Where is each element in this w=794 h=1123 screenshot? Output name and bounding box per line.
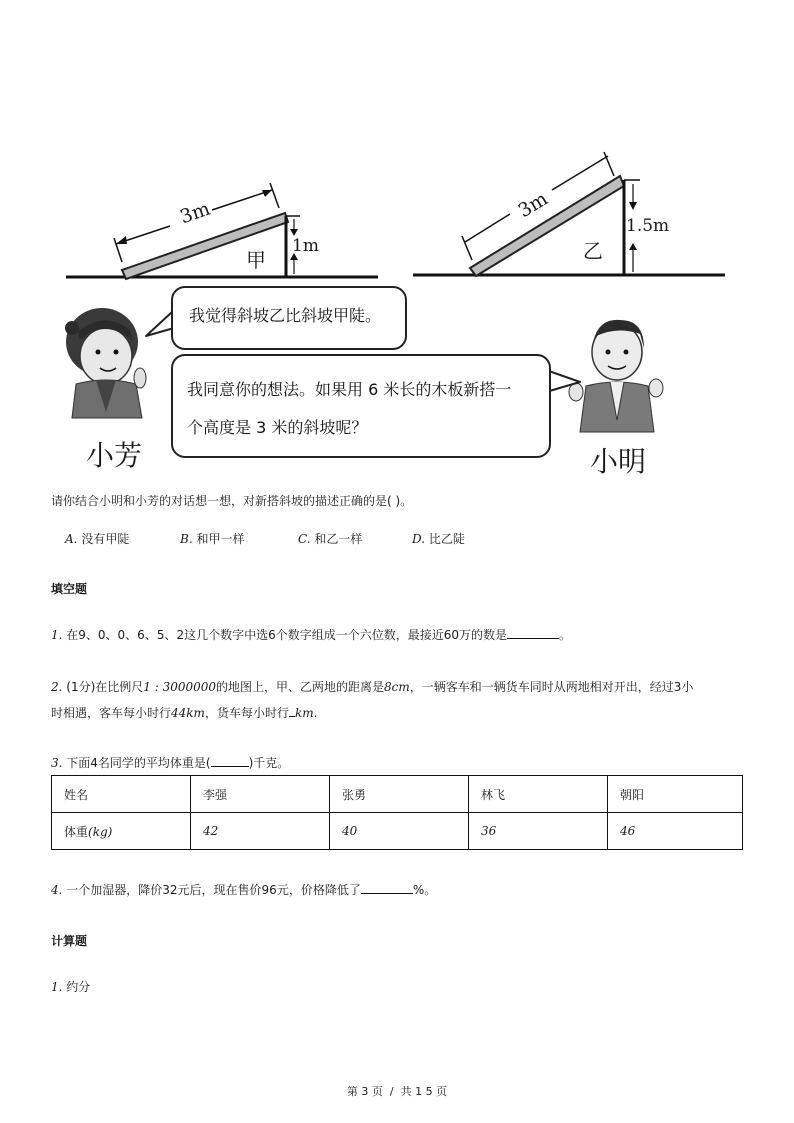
table-row <box>52 776 743 813</box>
question-number: 1. <box>51 980 63 994</box>
xiaoming-figure <box>569 320 663 432</box>
option-a[interactable] <box>65 531 129 547</box>
option-text: 和乙一样 <box>314 532 363 546</box>
question-number: 3. <box>51 756 63 770</box>
xiaofang-figure <box>65 308 146 418</box>
math-distance: 8cm <box>384 680 410 694</box>
option-c[interactable] <box>298 531 362 547</box>
table-header-cell: 张勇 <box>330 776 469 813</box>
xiaofang-speech-bubble <box>171 286 407 350</box>
ramp-b-name: 乙 <box>583 239 603 263</box>
question-text-end: 。 <box>559 628 572 642</box>
fill-question-2-line-1 <box>51 679 693 695</box>
table-cell: 40 <box>330 813 469 850</box>
page-footer: 第 3 页 / 共 1 5 页 <box>346 1085 448 1098</box>
xiaofang-name: 小芳 <box>86 439 143 472</box>
question-text: ，货车每小时行 <box>204 706 289 720</box>
option-letter: D. <box>412 532 426 546</box>
question-text: ，一辆客车和一辆货车同时从两地相对开出，经过3小 <box>409 680 694 694</box>
row-label-text: 体重 <box>64 824 89 839</box>
question-number: 2. <box>51 680 63 694</box>
fill-question-4 <box>51 881 436 898</box>
ramp-a-name: 甲 <box>246 248 266 272</box>
table-header-cell: 李强 <box>191 776 330 813</box>
ramp-a-length-label: 3m <box>177 197 213 229</box>
xiaoming-speech-line-2: 个高度是 3 米的斜坡呢？ <box>187 418 368 437</box>
question-text-end: )千克。 <box>248 756 290 770</box>
xiaofang-speech-text: 我觉得斜坡乙比斜坡甲陡。 <box>189 306 382 325</box>
math-speed: 44km <box>171 706 205 720</box>
question-text: 下面4名同学的平均体重是( <box>66 756 211 770</box>
ramp-b-length-label: 3m <box>514 187 552 223</box>
section-title-fill: 填空题 <box>51 582 88 596</box>
question-number: 1. <box>51 628 63 642</box>
math-unit: km <box>294 706 314 720</box>
fill-question-1 <box>51 626 571 643</box>
question-text: (1分)在比例尺 <box>66 680 144 694</box>
answer-blank[interactable] <box>361 881 413 894</box>
option-text: 比乙陡 <box>428 532 465 546</box>
xiaoming-name: 小明 <box>590 445 647 478</box>
question-text: 约分 <box>66 980 91 994</box>
xiaoming-speech-line-1: 我同意你的想法。如果用 6 米长的木板新搭一 <box>187 380 512 399</box>
option-letter: B. <box>180 532 193 546</box>
question-text-end: %。 <box>412 883 437 897</box>
table-row-label <box>52 813 191 850</box>
math-scale: 1 : 3000000 <box>143 680 217 694</box>
ramp-b-height-label: 1.5m <box>626 216 670 236</box>
question-number: 4. <box>51 883 63 897</box>
table-cell: 46 <box>608 813 743 850</box>
table-cell: 36 <box>469 813 608 850</box>
table-row <box>52 813 743 850</box>
section-title-calc: 计算题 <box>51 934 88 948</box>
fill-question-3 <box>51 754 289 771</box>
question-text: . <box>313 706 318 720</box>
option-text: 和甲一样 <box>196 532 245 546</box>
fill-question-2-line-2 <box>51 704 317 721</box>
table-header-cell: 朝阳 <box>608 776 743 813</box>
option-d[interactable] <box>412 531 465 547</box>
question-intro: 请你结合小明和小芳的对话想一想，对新搭斜坡的描述正确的是( )。 <box>51 494 413 508</box>
question-text: 一个加湿器，降价32元后，现在售价96元，价格降低了 <box>66 883 361 897</box>
question-text: 时相遇，客车每小时行 <box>51 706 172 720</box>
answer-blank[interactable] <box>211 754 249 767</box>
table-cell: 42 <box>191 813 330 850</box>
question-text: 的地图上，甲、乙两地的距离是 <box>216 680 385 694</box>
ramp-a-height-label: 1m <box>292 236 319 256</box>
xiaoming-speech-bubble <box>171 354 551 458</box>
option-text: 没有甲陡 <box>81 532 130 546</box>
calc-question-1 <box>51 979 90 995</box>
option-letter: C. <box>298 532 311 546</box>
weight-table <box>51 775 743 850</box>
row-label-unit: (kg) <box>88 824 113 839</box>
table-header-cell: 林飞 <box>469 776 608 813</box>
option-letter: A. <box>65 532 78 546</box>
table-header-cell: 姓名 <box>52 776 191 813</box>
question-text: 在9、0、0、6、5、2这几个数字中选6个数字组成一个六位数，最接近60万的数是 <box>66 628 507 642</box>
answer-blank[interactable] <box>507 626 559 639</box>
option-b[interactable] <box>180 531 244 547</box>
